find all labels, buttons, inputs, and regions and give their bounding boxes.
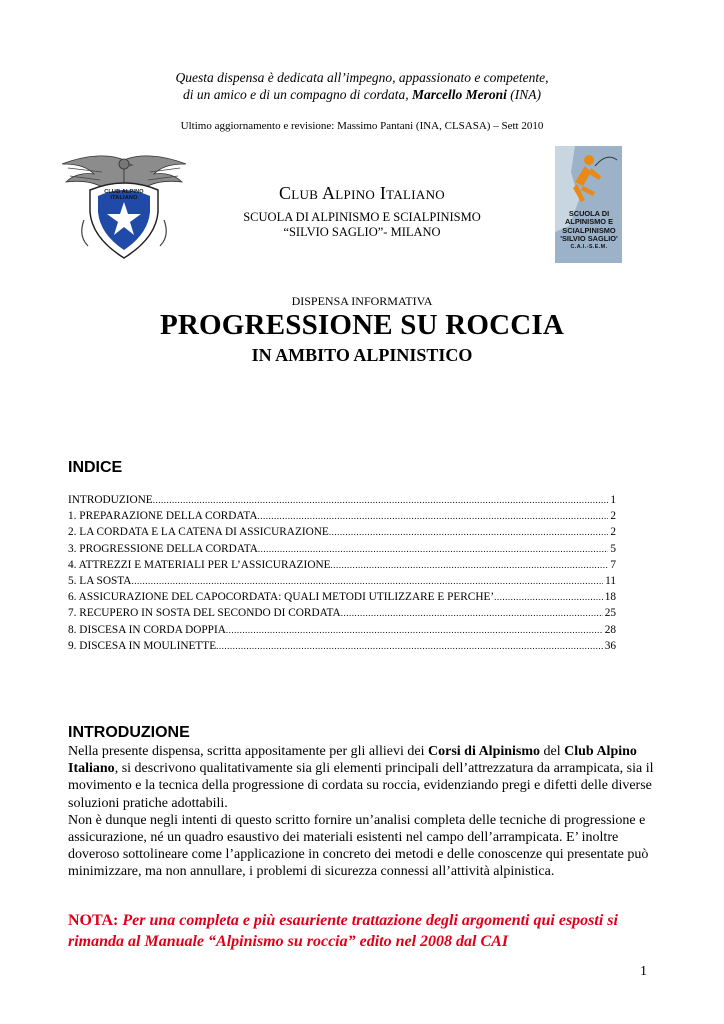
note-box (68, 910, 664, 952)
table-of-contents (68, 492, 616, 654)
cai-logo-text: CLUB ALPINO ITALIANO (104, 189, 144, 201)
note-text: Per una completa e più esauriente trattazione degli argomenti qui esposti si rimanda al Manuale “Alpinismo su roccia” edito nel 2008 dal CAI (68, 912, 618, 950)
toc-entry[interactable]: 7. RECUPERO IN SOSTA DEL SECONDO DI CORDATA ..... 25 (68, 605, 616, 621)
intro-paragraph-2: Non è dunque negli intenti di questo scritto fornire un’analisi completa delle tecniche di progressione e assicurazione, né un quadro esaustivo dei materiali esistenti nel campo dell’arrampicata. E’ inoltre doveroso sottolineare come l’applicazione in concreto dei metodi e delle conoscenze qui presentate può minimizzare, ma non annullare, i problemi di sicurezza connessi all’attività alpinistica. (68, 812, 649, 880)
toc-entry[interactable]: 4. ATTREZZI E MATERIALI PER L’ASSICURAZIONE ..... 7 (68, 557, 616, 573)
document-kind: DISPENSA INFORMATIVA (291, 294, 433, 308)
cai-logo (58, 150, 190, 262)
sem-school-logo (555, 146, 622, 263)
dedication (0, 69, 724, 103)
toc-entry[interactable]: 9. DISCESA IN MOULINETTE ..... 36 (68, 638, 616, 654)
page-number: 1 (640, 964, 647, 979)
eagle-emblem-icon (58, 150, 190, 262)
toc-entry[interactable]: 3. PROGRESSIONE DELLA CORDATA ..... 5 (68, 541, 616, 557)
intro-paragraph-1: Nella presente dispensa, scritta appositamente per gli allievi dei Corsi di Alpinismo del Club Alpino Italiano, si descrivono qualitativamente sia gli elementi principali dell’attrezzatura da arrampicata, sia il movimento e la tecnica della progressione di cordata su roccia, evidenziando pregi e difetti delle diverse soluzioni pratiche adottabili. (68, 744, 654, 811)
page-subtitle: IN AMBITO ALPINISTICO (251, 345, 473, 365)
toc-entry[interactable]: 2. LA CORDATA E LA CATENA DI ASSICURAZIONE ..... 2 (68, 524, 616, 540)
school-name: SCUOLA DI ALPINISMO E SCIALPINISMO “SILVIO SAGLIO”- MILANO (243, 210, 481, 239)
toc-entry[interactable]: 8. DISCESA IN CORDA DOPPIA ..... 28 (68, 622, 616, 638)
dedication-line-2: di un amico e di un compagno di cordata, Marcello Meroni (INA) (183, 87, 541, 102)
note-label: NOTA: (68, 912, 119, 929)
introduction-heading: INTRODUZIONE (68, 724, 190, 741)
toc-entry[interactable]: 5. LA SOSTA ..... 11 (68, 573, 616, 589)
page-title: PROGRESSIONE SU ROCCIA (159, 309, 565, 341)
organization-name: Club Alpino Italiano (278, 183, 445, 203)
dedication-name: Marcello Meroni (411, 87, 507, 102)
sem-logo-text: SCUOLA DI ALPINISMO E SCIALPINISMO 'SILVIO SAGLIO' C.A.I.-S.E.M. (560, 209, 618, 251)
toc-entry[interactable]: 1. PREPARAZIONE DELLA CORDATA ..... 2 (68, 508, 616, 524)
introduction-body (68, 743, 664, 881)
dedication-line-1: Questa dispensa è dedicata all’impegno, appassionato e competente, (175, 70, 549, 85)
toc-entry[interactable]: INTRODUZIONE ..... 1 (68, 492, 616, 508)
index-heading: INDICE (68, 459, 123, 476)
toc-entry[interactable]: 6. ASSICURAZIONE DEL CAPOCORDATA: QUALI METODI UTILIZZARE E PERCHE’ ..... 18 (68, 589, 616, 605)
update-line: Ultimo aggiornamento e revisione: Massimo Pantani (INA, CLSASA) – Sett 2010 (180, 120, 544, 132)
